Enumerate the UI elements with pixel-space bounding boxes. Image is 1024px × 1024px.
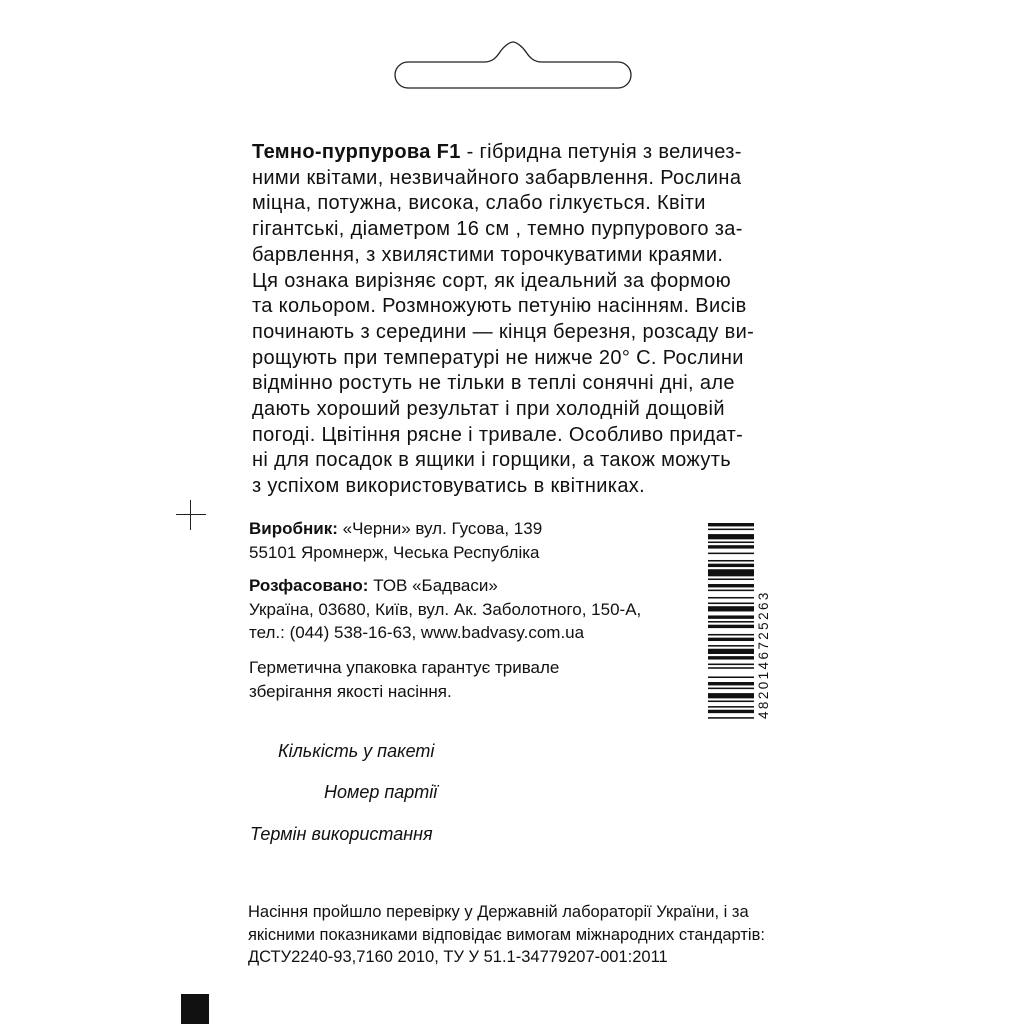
description-line: з успіхом використовуватись в квітниках. — [252, 475, 646, 498]
product-description — [252, 140, 782, 500]
barcode-digits: 4820146725263 — [756, 590, 771, 719]
barcode-bar — [708, 710, 754, 713]
hang-tab-outline — [386, 40, 640, 90]
description-line: гігантські, діаметром 16 см , темно пурпурового за- — [252, 218, 743, 241]
barcode-bar — [708, 597, 754, 599]
description-line: дають хороший результат і при холодній дощовій — [252, 398, 725, 421]
barcode-bar — [708, 553, 754, 555]
barcode-bar — [708, 693, 754, 698]
barcode-bars — [708, 523, 754, 719]
producer-name: «Черни» вул. Гусова, 139 — [337, 519, 543, 538]
barcode-bar — [708, 645, 754, 647]
barcode-bar — [708, 615, 754, 618]
barcode-bar — [708, 656, 754, 659]
barcode-bar — [708, 590, 754, 592]
barcode-bar — [708, 706, 754, 708]
packer-contacts: тел.: (044) 538-16-63, www.badvasy.com.ua — [249, 623, 585, 642]
barcode-bar — [708, 649, 754, 654]
barcode-bar — [708, 564, 754, 567]
barcode-bar — [708, 545, 754, 548]
description-line: рощують при температурі не нижче 20° С. Рослини — [252, 346, 744, 369]
producer-address: 55101 Яромнерж, Чеська Республіка — [249, 542, 540, 562]
barcode-bar — [708, 682, 754, 685]
storage-note: Герметична упаковка гарантує тривале зберігання якості насіння. — [249, 658, 560, 701]
barcode-bar — [708, 664, 754, 666]
print-corner-mark — [181, 994, 209, 1024]
barcode-bar — [708, 676, 754, 678]
barcode-bar — [708, 603, 754, 605]
barcode-bar — [708, 560, 754, 562]
barcode-bar — [708, 523, 754, 526]
description-line: барвлення, з хвилястими торочкуватими краями. — [252, 243, 724, 266]
packer-info — [249, 574, 641, 645]
description-line: та кольором. Розмножують петунію насінням. Висів — [252, 295, 747, 318]
description-line-1: Темно-пурпурова F1 - гібридна петунія з величез- — [252, 141, 742, 163]
packer-label: Розфасовано: — [249, 576, 369, 595]
lot-number-field-label: Номер партії — [324, 782, 438, 802]
expiry-field-label: Термін використання — [250, 824, 433, 844]
quantity-field-label: Кількість у пакеті — [278, 741, 435, 761]
producer-info — [249, 517, 542, 564]
barcode-bar — [708, 638, 754, 641]
description-line: починають з середини — кінця березня, розсаду ви- — [252, 320, 755, 343]
barcode-bar — [708, 606, 754, 611]
barcode-bar — [708, 534, 754, 539]
packer-name: ТОВ «Бадваси» — [368, 576, 498, 595]
barcode — [706, 523, 774, 719]
barcode-bar — [708, 717, 754, 719]
description-line: Ця ознака вирізняє сорт, як ідеальний за формою — [252, 269, 731, 292]
barcode-bar — [708, 701, 754, 703]
barcode-bar — [708, 529, 754, 531]
certification-note: Насіння пройшло перевірку у Державній лабораторії України, і за якісними показниками відповідає вимогам міжнародних стандартів: ДСТУ2240-93,7160 2010, ТУ У 51.1-34779207-001:2011 — [248, 903, 765, 966]
producer-label: Виробник: — [249, 519, 338, 538]
description-line: міцна, потужна, висока, слабо гілкується. Квіти — [252, 192, 706, 215]
barcode-bar — [708, 578, 754, 580]
packer-address: Україна, 03680, Київ, вул. Ак. Заболотного, 150-А, — [249, 599, 642, 619]
barcode-bar — [708, 688, 754, 690]
barcode-bar — [708, 625, 754, 628]
barcode-bar — [708, 569, 754, 576]
barcode-bar — [708, 634, 754, 636]
registration-mark — [176, 500, 206, 530]
description-line: ні для посадок в ящики і горщики, а також можуть — [252, 449, 732, 472]
barcode-bar — [708, 541, 754, 543]
variety-name: Темно-пурпурова F1 — [252, 141, 461, 163]
barcode-bar — [708, 621, 754, 623]
description-line: ними квітами, незвичайного забарвлення. Рослина — [252, 166, 742, 189]
description-line: погоді. Цвітіння рясне і тривале. Особливо придат- — [252, 423, 744, 446]
description-line: відмінно ростуть не тільки в теплі сонячні дні, але — [252, 372, 735, 395]
barcode-bar — [708, 667, 754, 669]
barcode-bar — [708, 584, 754, 587]
